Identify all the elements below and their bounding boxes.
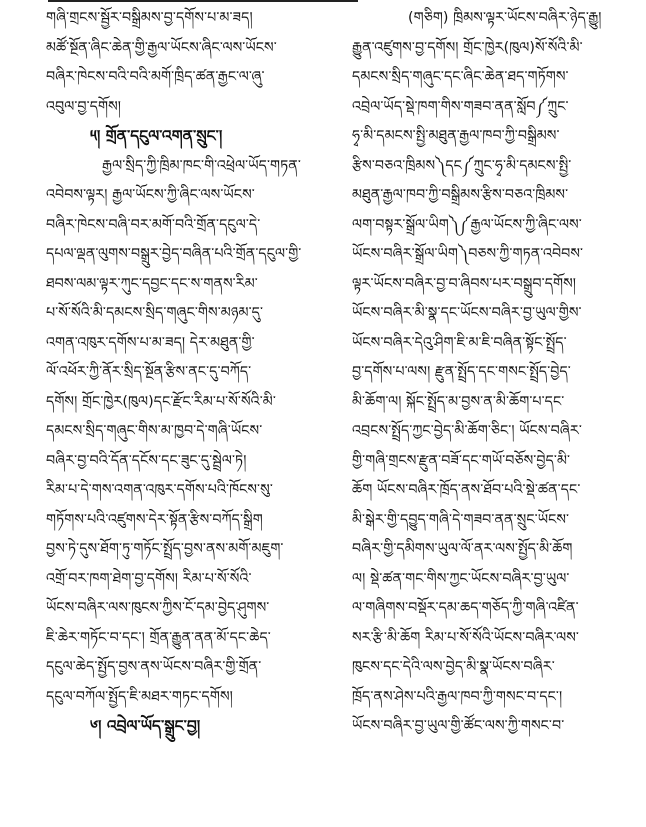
text-line: རྒྱལ་སྲིད་ཀྱི་ཁྲིམ་ཁང་གི་འཕྲེལ་ཡོད་གཏན་ (102, 157, 301, 174)
text-line: འགྲོ་བར་ཁག་ཐེག་བྱ་དགོས། རིམ་པ་སོ་སོའི་ (46, 570, 252, 587)
text-line: ལག་བསྟར་སྒྲོལ་ཡིག༽༼རྒྱལ་ཡོངས་ཀྱི་ཞིང་ལས་ (352, 216, 582, 233)
text-line: ཁྲོད་ནས་ཤེས་པའི་རྒྱལ་ཁབ་ཀྱི་གསང་བ་དང་། (352, 688, 563, 705)
top-rule (48, 0, 358, 2)
document-page (0, 4, 646, 827)
text-line: ཆོག ཡོངས་བཞིར་ཁྲོད་ནས་ཐོབ་པའི་སྡེ་ཚན་དང་ (352, 482, 581, 498)
text-line: ཁུངས་དང་དེའི་ལས་བྱེད་མི་སྣ་ཡོངས་བཞིར་ (352, 659, 555, 675)
text-line: འབེབས་ལྟར། རྒྱལ་ཡོངས་ཀྱི་ཞིང་ལས་ཡོངས་ (46, 187, 255, 203)
text-line: ཡོངས་བཞིར་མི་སྣ་དང་ཡོངས་བཞིར་བྱ་ཡུལ་གྱིས་ (352, 305, 582, 321)
text-line: བྱས་ཏེ་དུས་ཐོག་ཏུ་གཏོང་སྤྲོད་བྱས་ནས་མགོ་མཇུག་ (46, 541, 284, 557)
text-line: བཞིར་ཁེངས་བའི་བའི་མགོ་ཁྲིད་ཚན་རྒྱང་ལ་ཞུ་ (46, 69, 265, 85)
text-line: མི་སྒེར་གྱི་དབྱུད་གཞི་དེ་གཟབ་ནན་སྲུང་ཡོངས་ (352, 511, 570, 528)
text-line: ཐབས་ལམ་ལྟར་ཀུང་དབྱང་དང་ས་གནས་རིམ་ (46, 275, 258, 292)
text-line: ལ། སྡེ་ཚན་གང་གིས་ཀྱང་ཡོངས་བཞིར་བྱ་ཡུལ་ (352, 570, 570, 587)
text-line: རིམ་པ་དེ་གས་འགན་འཁུར་དགོས་པའི་ཁོངས་སུ་ (46, 482, 273, 498)
text-line: དམངས་སྲིད་གཞུང་གིས་མ་ཁྱབ་དེ་གཞི་ཡོངས་ (46, 423, 263, 439)
section-heading: ༦། འབྲེལ་ཡོད་སྒྲུང་བྱ། (90, 717, 201, 735)
right-column (352, 4, 632, 742)
text-line: དངུལ་ཆེད་སྤྱོད་བྱས་ནས་ཡོངས་བཞིར་གྱི་གྲོན་ (46, 659, 262, 675)
text-line: རྩིས་བཅའ་ཁྲིམས༽དང༼ཀྲུང་ཧྭ་མི་དམངས་སྤྱི་ (352, 157, 572, 174)
text-line: ཧྭ་མི་དམངས་སྤྱི་མཐུན་རྒྱལ་ཁབ་ཀྱི་བསྒྲིམས་ (352, 128, 560, 144)
text-line: གྱི་གཞི་གྲངས་རྫུན་བཟོ་དང་གཡོ་བཅོས་བྱེད་མི་ (352, 452, 571, 469)
text-line: མཐུན་རྒྱལ་ཁབ་ཀྱི་བསྒྲིམས་རྩིས་བཅའ་ཁྲིམས་ (352, 187, 569, 203)
text-line: མཚོ་སྔོན་ཞིང་ཆེན་གྱི་རྒྱལ་ཡོངས་ཞིང་ལས་ཡོངས་ (46, 39, 277, 56)
text-line: (གཅིག) ཁྲིམས་ལྟར་ཡོངས་བཞིར་ཉེད་རྒྱུ། (408, 10, 602, 26)
text-line: ལྟར་ཡོངས་བཞིར་བྱ་བ་ཞིབས་པར་བསྒྲུབ་དགོས། (352, 275, 577, 292)
text-line: འབྲངས་སྤྲོད་ཀྱང་བྱེད་མི་ཆོག་ཅིང་། ཡོངས་བཞིར་ (352, 423, 582, 439)
text-line: གཞི་གྲངས་སྦྱོར་བསྒྲིམས་བྱ་དགོས་པ་མ་ཟད། (46, 10, 253, 26)
text-line: དམངས་སྲིད་གཞུང་དང་ཞིང་ཆེན་ཐད་གཏོགས་ (352, 69, 569, 85)
text-line: ཡོངས་བཞིར་དེའུ་ཤིག་ཇི་མ་ཇི་བཞིན་སྟོང་སྤྲོད་ (352, 334, 567, 351)
text-line: ཡོངས་བཞིར་བྱ་ཡུལ་གྱི་ཚོང་ལས་ཀྱི་གསང་བ་ (352, 718, 565, 734)
text-line: འབྲེལ་ཡོད་སྡེ་ཁག་གིས་གཟབ་ནན་སློབ༼ཀྲུང་ (352, 98, 569, 115)
text-line: བཞིར་གྱི་དམིགས་ཡུལ་ལོ་ནར་ལས་སྤྱོད་མི་ཆོག (352, 541, 573, 557)
text-line: བཞིར་ཁེངས་བཞི་བར་མགོ་བའི་གྲོན་དངུལ་དེ་ (46, 216, 261, 233)
text-line: ཡོངས་བཞིར་ལས་ཁུངས་ཀྱིས་ངོ་དམ་བྱེད་ཤུགས་ (46, 600, 270, 616)
text-line: ལ་གཞིགས་བསྡོར་དམ་ཆད་གཅོད་ཀྱི་གཞི་འཛིན་ (352, 600, 579, 616)
text-line: བྱ་དགོས་པ་ལས། རྫུན་སྤྲོད་དང་གསང་སྤྲོད་བྱེད་ (352, 364, 571, 380)
text-line: བཞིར་བྱ་བའི་དོན་དངོས་དང་ཟུང་དུ་སྦྲེལ་ཏེ། (46, 452, 247, 469)
text-line: པ་སོ་སོའི་མི་དམངས་སྲིད་གཞུང་གིས་མཉམ་དུ་ (46, 305, 264, 321)
text-line: དགོས། གྲོང་ཁྱེར(ཁུལ)དང་རྫོང་རིམ་པ་སོ་སོའི་མི་ (46, 393, 276, 410)
text-line: ཡོངས་བཞིར་སྒྲོལ་ཡིག༽བཅས་ཀྱི་གཏན་འབེབས་ (352, 246, 584, 262)
text-line: གཏོགས་པའི་འཛུགས་དེར་སྟོན་རྩིས་བཀོད་སྒྲིག (46, 511, 263, 528)
text-line: འབུལ་བྱ་དགོས། (46, 98, 122, 115)
text-line: འགན་འཁུར་དགོས་པ་མ་ཟད། དེར་མཐུན་གྱི་ (46, 334, 255, 351)
text-line: སར་རྩི་མི་ཆོག རིམ་པ་སོ་སོའི་ཡོངས་བཞིར་ལས་ (352, 629, 580, 646)
text-line: རྒྱུན་འཛུགས་བྱ་དགོས། གྲོང་ཁྱེར(ཁུལ)སོ་སོའི་མི་ (352, 39, 583, 56)
section-heading: ༥། གྲོན་དངུལ་འགན་སྲུང་། (90, 127, 223, 145)
text-line: ལོ་འཕོར་ཀྱི་ནོར་སྲིད་སྔོན་རྩིས་ནང་དུ་བཀོད་ (46, 364, 252, 380)
left-column (46, 4, 321, 742)
text-line: མི་ཆོག་ལ། སྐོང་སྤྲོད་མ་བྱས་ན་མི་ཆོག་པ་དང་ (352, 393, 565, 410)
text-line: དཔལ་ལྡན་ལུགས་བསྒྲུར་བྱེད་བཞིན་པའི་གྲོན་དངུལ་གྱི་ (46, 246, 302, 262)
text-line: དངུལ་བཀོལ་སྤྱོད་ཇི་མཐར་གཏང་དགོས། (46, 688, 233, 705)
text-line: ཇི་ཆེར་གཏོང་བ་དང་། གྲོན་རྒྱུན་ནན་མོ་དང་ཆེད་ (46, 629, 271, 646)
